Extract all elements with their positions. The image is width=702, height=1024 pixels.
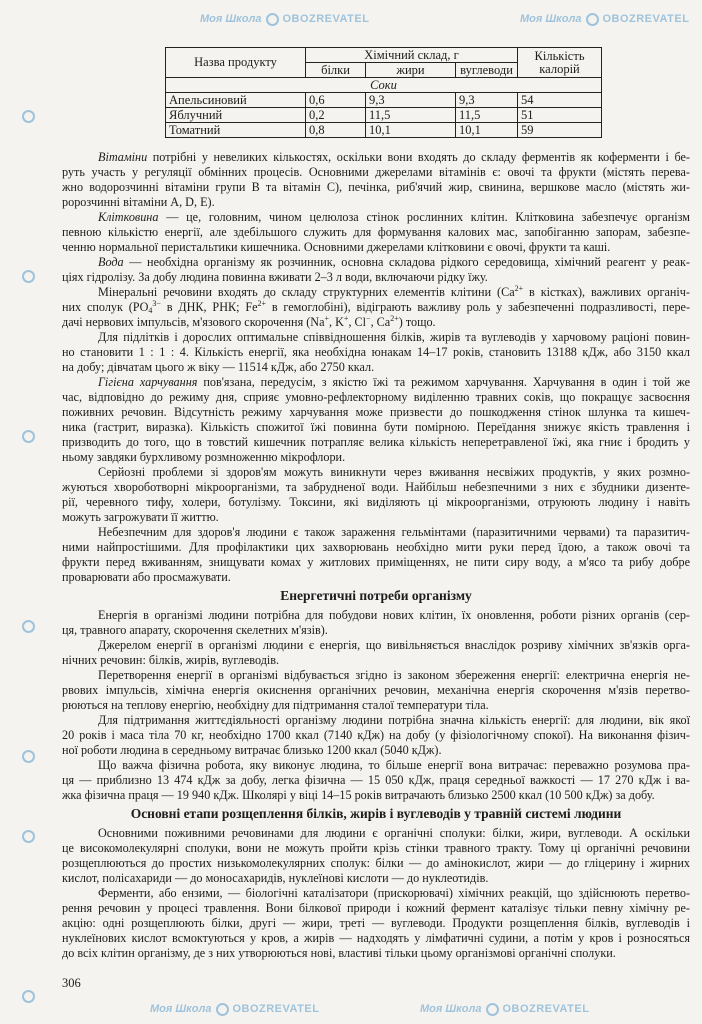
text-line [62, 916, 690, 931]
cell: 9,3 [366, 93, 456, 108]
text-line [62, 698, 690, 713]
text-line [98, 465, 690, 480]
text-line [62, 300, 690, 315]
text-line [62, 683, 690, 698]
header-proteins: білки [306, 63, 366, 78]
text-span: поживних речовин. Відсутність режиму харчування може призвести до пошкодження стінок шлунка та кишеч- [62, 405, 690, 419]
text-span: рюються на теплову енергію, необхідну для підтримання сталої температури тіла. [62, 698, 489, 712]
text-span: Що важча фізична робота, яку виконує людина, то більше енергії вона витрачає: переважно розумова пра- [98, 758, 690, 772]
text-span: ) тощо. [398, 315, 436, 329]
watermark-logo-icon [22, 430, 35, 443]
group-label: Соки [166, 78, 602, 93]
text-line [62, 480, 690, 495]
script-text: 3− [152, 299, 161, 308]
text-span: розщеплюються до простих низькомолекулярних сполук: білки — до амінокислот, жири — до гліцерину і жирних [62, 856, 690, 870]
text-span: ціях гідролізу. За добу людина повинна вживати 2–3 л води, включаючи рідку їжу. [62, 270, 488, 284]
text-line [62, 360, 690, 375]
text-line [98, 608, 690, 623]
watermark-brand: Моя Школа [200, 13, 262, 25]
text-span: Основними поживними речовинами для людини є органічні сполуки: білки, жири, вуглеводи. А оскільки [98, 826, 690, 840]
text-span: , Cl [348, 315, 367, 329]
cell: 51 [518, 108, 602, 123]
text-span: кислот, полісахариди — до моносахаридів, нуклеїнові кислоти — до нуклеотидів. [62, 871, 489, 885]
text-line [62, 315, 690, 330]
watermark-logo-icon [486, 1003, 499, 1016]
text-line [62, 495, 690, 510]
cell: 9,3 [456, 93, 518, 108]
text-span: но становити 1 : 1 : 4. Кількість енергії, яка необхідна юнакам 14–17 років, становить 13188 кДж, або 3150 ккал [62, 345, 690, 359]
text-line [62, 540, 690, 555]
header-product-name: Назва продукту [166, 48, 306, 78]
watermark-name: OBOZREVATEL [232, 1003, 320, 1015]
text-span: в ДНК, РНК; Fe [160, 300, 258, 314]
text-span: рії, черевного тифу, холери, ботулізму. Токсини, які виділяють ці мікроорганізми, отруюють людину і навіть [62, 495, 690, 509]
text-line [62, 165, 690, 180]
script-text: + [324, 314, 330, 323]
watermark-brand: Моя Школа [420, 1003, 482, 1015]
watermark [200, 12, 369, 26]
cell: 0,8 [306, 123, 366, 138]
text-line [62, 345, 690, 360]
watermark-logo-icon [266, 13, 279, 26]
header-carbs: вуглеводи [456, 63, 518, 78]
text-span: ника (гастрит, виразка). Кількість спожитої їжі повинна бути помірною. Переїдання знижує якість травлення і [62, 420, 690, 434]
header-calories: Кількість калорій [518, 48, 602, 78]
text-span: , K [329, 315, 344, 329]
text-line [62, 180, 690, 195]
text-line [62, 390, 690, 405]
text-line [98, 638, 690, 653]
text-span: ророзчинні вітаміни A, D, E). [62, 195, 215, 209]
text-span: Перетворення енергії в організмі відбувається згідно із законом збереження енергії: електрична енергія не- [98, 668, 690, 682]
text-span: на добу; дівчатам цього ж віку — 11514 кДж, або 2750 ккал. [62, 360, 375, 374]
script-text: 2+ [514, 284, 524, 293]
section-heading-digestion: Основні етапи розщеплення білків, жирів і вуглеводів у травній системі людини [130, 806, 622, 821]
watermark-logo-icon [216, 1003, 229, 1016]
text-line [62, 841, 690, 856]
watermark-logo-icon [22, 620, 35, 633]
header-fats: жири [366, 63, 456, 78]
text-line [62, 270, 690, 285]
script-text: 2+ [257, 299, 267, 308]
watermark-logo-icon [586, 13, 599, 26]
watermark-logo-icon [22, 110, 35, 123]
watermark [520, 12, 689, 26]
text-span: 20 років і маса тіла 70 кг, необхідно 1700 ккал (7140 кДж) на добу (у фізіологічному спокої). На виконання фізич- [62, 728, 690, 742]
text-span: Ферменти, або ензими, — біологічні каталізатори (прискорювачі) хімічних реакцій, що здійснюють перетво- [98, 886, 690, 900]
watermark-logo-icon [22, 270, 35, 283]
script-text: + [343, 314, 349, 323]
text-line [62, 623, 690, 638]
watermark-logo-icon [22, 750, 35, 763]
text-span: руть участь у регуляції обмінних процесів. Основними джерелами вітамінів є: овочі та фрукти (містять перева- [62, 165, 690, 179]
text-line [98, 826, 690, 841]
cell: 11,5 [366, 108, 456, 123]
script-text: − [366, 314, 371, 323]
text-span: , Ca [370, 315, 391, 329]
watermark-brand: Моя Школа [520, 13, 582, 25]
text-line [62, 856, 690, 871]
text-span: ної роботи людина в середньому витрачає близько 1200 ккал (5040 кДж). [62, 743, 442, 757]
text-line [98, 668, 690, 683]
section-heading-energy: Енергетичні потреби організму [280, 588, 472, 603]
text-span: нічних речовин: білків, жирів, вуглеводів. [62, 653, 280, 667]
cell: 10,1 [456, 123, 518, 138]
text-span: фрукти перед вживанням, знищувати комах у житлових приміщеннях, не пити сиру воду, а м'ясо та рибу добре [62, 555, 690, 569]
page-number: 306 [62, 976, 81, 990]
script-text: 2+ [390, 314, 399, 323]
text-span: нуклеїнових кислот всмоктуються у кров, а жирів — надходять у лімфатичні судини, а потім у кров і розносяться [62, 931, 690, 945]
text-span: ними найпростішими. Для профілактики цих захворювань необхідно мити руки перед їдою, а також овочі та [62, 540, 690, 554]
text-span: них сполук (PO [62, 300, 149, 314]
text-span: пов'язана, передусім, з якістю їжі та режимом харчування. Харчування в один і той же [197, 375, 690, 389]
text-span: жуються хвороботворні мікроорганізми, та забрудненої води. Найбільш небезпечними з них є збудники дизенте- [62, 480, 690, 494]
text-line [62, 946, 690, 961]
text-span: ньому завдяки бурхливому розмноженню мікрофлори. [62, 450, 346, 464]
text-line [98, 150, 690, 165]
text-span: — це, головним, чином целюлоза стінок рослинних клітин. Клітковина забезпечує організм [158, 210, 690, 224]
nutrition-table [165, 47, 602, 138]
text-line [98, 285, 690, 300]
table-group-row [166, 78, 602, 93]
text-line [62, 788, 690, 803]
watermark-name: OBOZREVATEL [602, 13, 690, 25]
text-line [98, 255, 690, 270]
italic-term: Гігієна харчування [98, 375, 198, 389]
text-span: ця, травного апарату, скорочення скелетних м'язів). [62, 623, 328, 637]
cell: 0,6 [306, 93, 366, 108]
text-span: певною кількістю енергії, але здебільшого служить для формування калових мас, запобіганню запорам, забезпе- [62, 225, 690, 239]
text-span: це високомолекулярні сполуки, вони не можуть пройти крізь стінки травного тракту. Тому ці органічні речовини [62, 841, 690, 855]
text-line [62, 555, 690, 570]
watermark [420, 1002, 589, 1016]
watermark-logo-icon [22, 990, 35, 1003]
text-span: Небезпечним для здоров'я людини є також зараження гельмінтами (паразитичними червами) та паразитич- [98, 525, 690, 539]
text-line [62, 240, 690, 255]
watermark-name: OBOZREVATEL [282, 13, 370, 25]
watermark [150, 1002, 319, 1016]
script-text: 4 [148, 306, 153, 315]
cell: 10,1 [366, 123, 456, 138]
text-line [62, 570, 690, 585]
text-line [62, 728, 690, 743]
text-line [62, 195, 690, 210]
text-span: дачі нервових імпульсів, м'язового скорочення (Na [62, 315, 325, 329]
text-line [62, 653, 690, 668]
text-line [98, 375, 690, 390]
text-span: рвових імпульсів, хімічна енергія окиснення органічних речовин, механічна енергія скорочення м'язів перетво- [62, 683, 690, 697]
text-line [62, 901, 690, 916]
text-span: в гемоглобіні), відіграють важливу роль у забезпеченні подразливості, пере- [266, 300, 691, 314]
text-span: — необхідна організму як розчинник, основна складова рідкого середовища, хімічний реагент у реак- [123, 255, 690, 269]
text-span: Для підлітків і дорослих оптимальне співвідношення білків, жирів та вуглеводів у харчовому раціоні повин- [98, 330, 690, 344]
text-line [62, 405, 690, 420]
text-span: можуть загрожувати її життю. [62, 510, 219, 524]
watermark-name: OBOZREVATEL [502, 1003, 590, 1015]
text-line [98, 758, 690, 773]
text-span: Мінеральні речовини входять до складу структурних елементів клітини (Ca [98, 285, 515, 299]
text-span: проварювати або просмажувати. [62, 570, 231, 584]
text-line [98, 713, 690, 728]
cell: 11,5 [456, 108, 518, 123]
text-span: до всіх клітин організму, де з них утворюються нові, властиві тільки цьому організмові органічні сполуки. [62, 946, 616, 960]
text-span: акцію: одні розщеплюють білки, другі — жири, треті — вуглеводи. Продукти розщеплення білків, вуглеводів і [62, 916, 690, 930]
italic-term: Вітаміни [98, 150, 148, 164]
text-span: в кістках), важливих органіч- [523, 285, 690, 299]
table-header-row [166, 48, 602, 63]
text-line [62, 435, 690, 450]
text-span: жно водорозчинні вітаміни групи В та вітамін С), печінка, риб'ячий жир, свинина, вершкове масло (містять жи- [62, 180, 690, 194]
text-span: рення речовин у процесі травлення. Вони білкової природи і кожний фермент каталізує тільки певну хімічну ре- [62, 901, 690, 915]
table-row [166, 108, 602, 123]
italic-term: Вода [98, 255, 124, 269]
cell: Томатний [166, 123, 306, 138]
text-line [98, 525, 690, 540]
cell: Яблучний [166, 108, 306, 123]
text-span: потрібні у невеликих кількостях, оскільки вони входять до складу ферментів як коферменти і бе- [147, 150, 690, 164]
text-span: жка фізична праця — 19 940 кДж. Школярі у віці 14–15 років витрачають близько 2500 ккал (10 500 кДж) за добу. [62, 788, 655, 802]
cell: 59 [518, 123, 602, 138]
text-line [62, 510, 690, 525]
watermark-logo-icon [22, 830, 35, 843]
text-line [98, 210, 690, 225]
text-span: призводить до того, що в товстий кишечник потрапляє велика кількість неперетравленої їжі, яка гниє і бродить у [62, 435, 690, 449]
text-line [62, 743, 690, 758]
text-line [62, 871, 690, 886]
table-row [166, 123, 602, 138]
cell: 0,2 [306, 108, 366, 123]
text-line [62, 420, 690, 435]
text-span: Серйозні проблеми зі здоров'ям можуть виникнути через вживання несвіжих продуктів, у яких розмно- [98, 465, 690, 479]
table-row [166, 93, 602, 108]
text-span: Енергія в організмі людини потрібна для побудови нових клітин, їх оновлення, роботи різних органів (сер- [98, 608, 690, 622]
text-span: ченню нормальної перистальтики кишечника. Основними джерелами клітковини є овочі, фрукти та каші. [62, 240, 611, 254]
cell: 54 [518, 93, 602, 108]
text-line [98, 330, 690, 345]
italic-term: Клітковина [98, 210, 159, 224]
text-line [62, 773, 690, 788]
text-line [62, 931, 690, 946]
text-span: ця — приблизно 13 474 кДж за добу, легка фізична — 15 050 кДж, праця середньої важкості — 17 270 кДж і ва- [62, 773, 690, 787]
text-line [62, 225, 690, 240]
header-composition: Хімічний склад, г [306, 48, 518, 63]
text-line [98, 886, 690, 901]
text-line [62, 450, 690, 465]
text-span: Для підтримання життєдіяльності організму людини потрібна значна кількість енергії: для людини, вік якої [98, 713, 690, 727]
text-span: час, відповідно до режиму дня, сприяє умовно-рефлекторному виділенню травних соків, що покращує засвоєння [62, 390, 690, 404]
text-span: Джерелом енергії в організмі людини є енергія, що вивільняється внаслідок розриву хімічних зв'язків орга- [98, 638, 690, 652]
cell: Апельсиновий [166, 93, 306, 108]
watermark-brand: Моя Школа [150, 1003, 212, 1015]
